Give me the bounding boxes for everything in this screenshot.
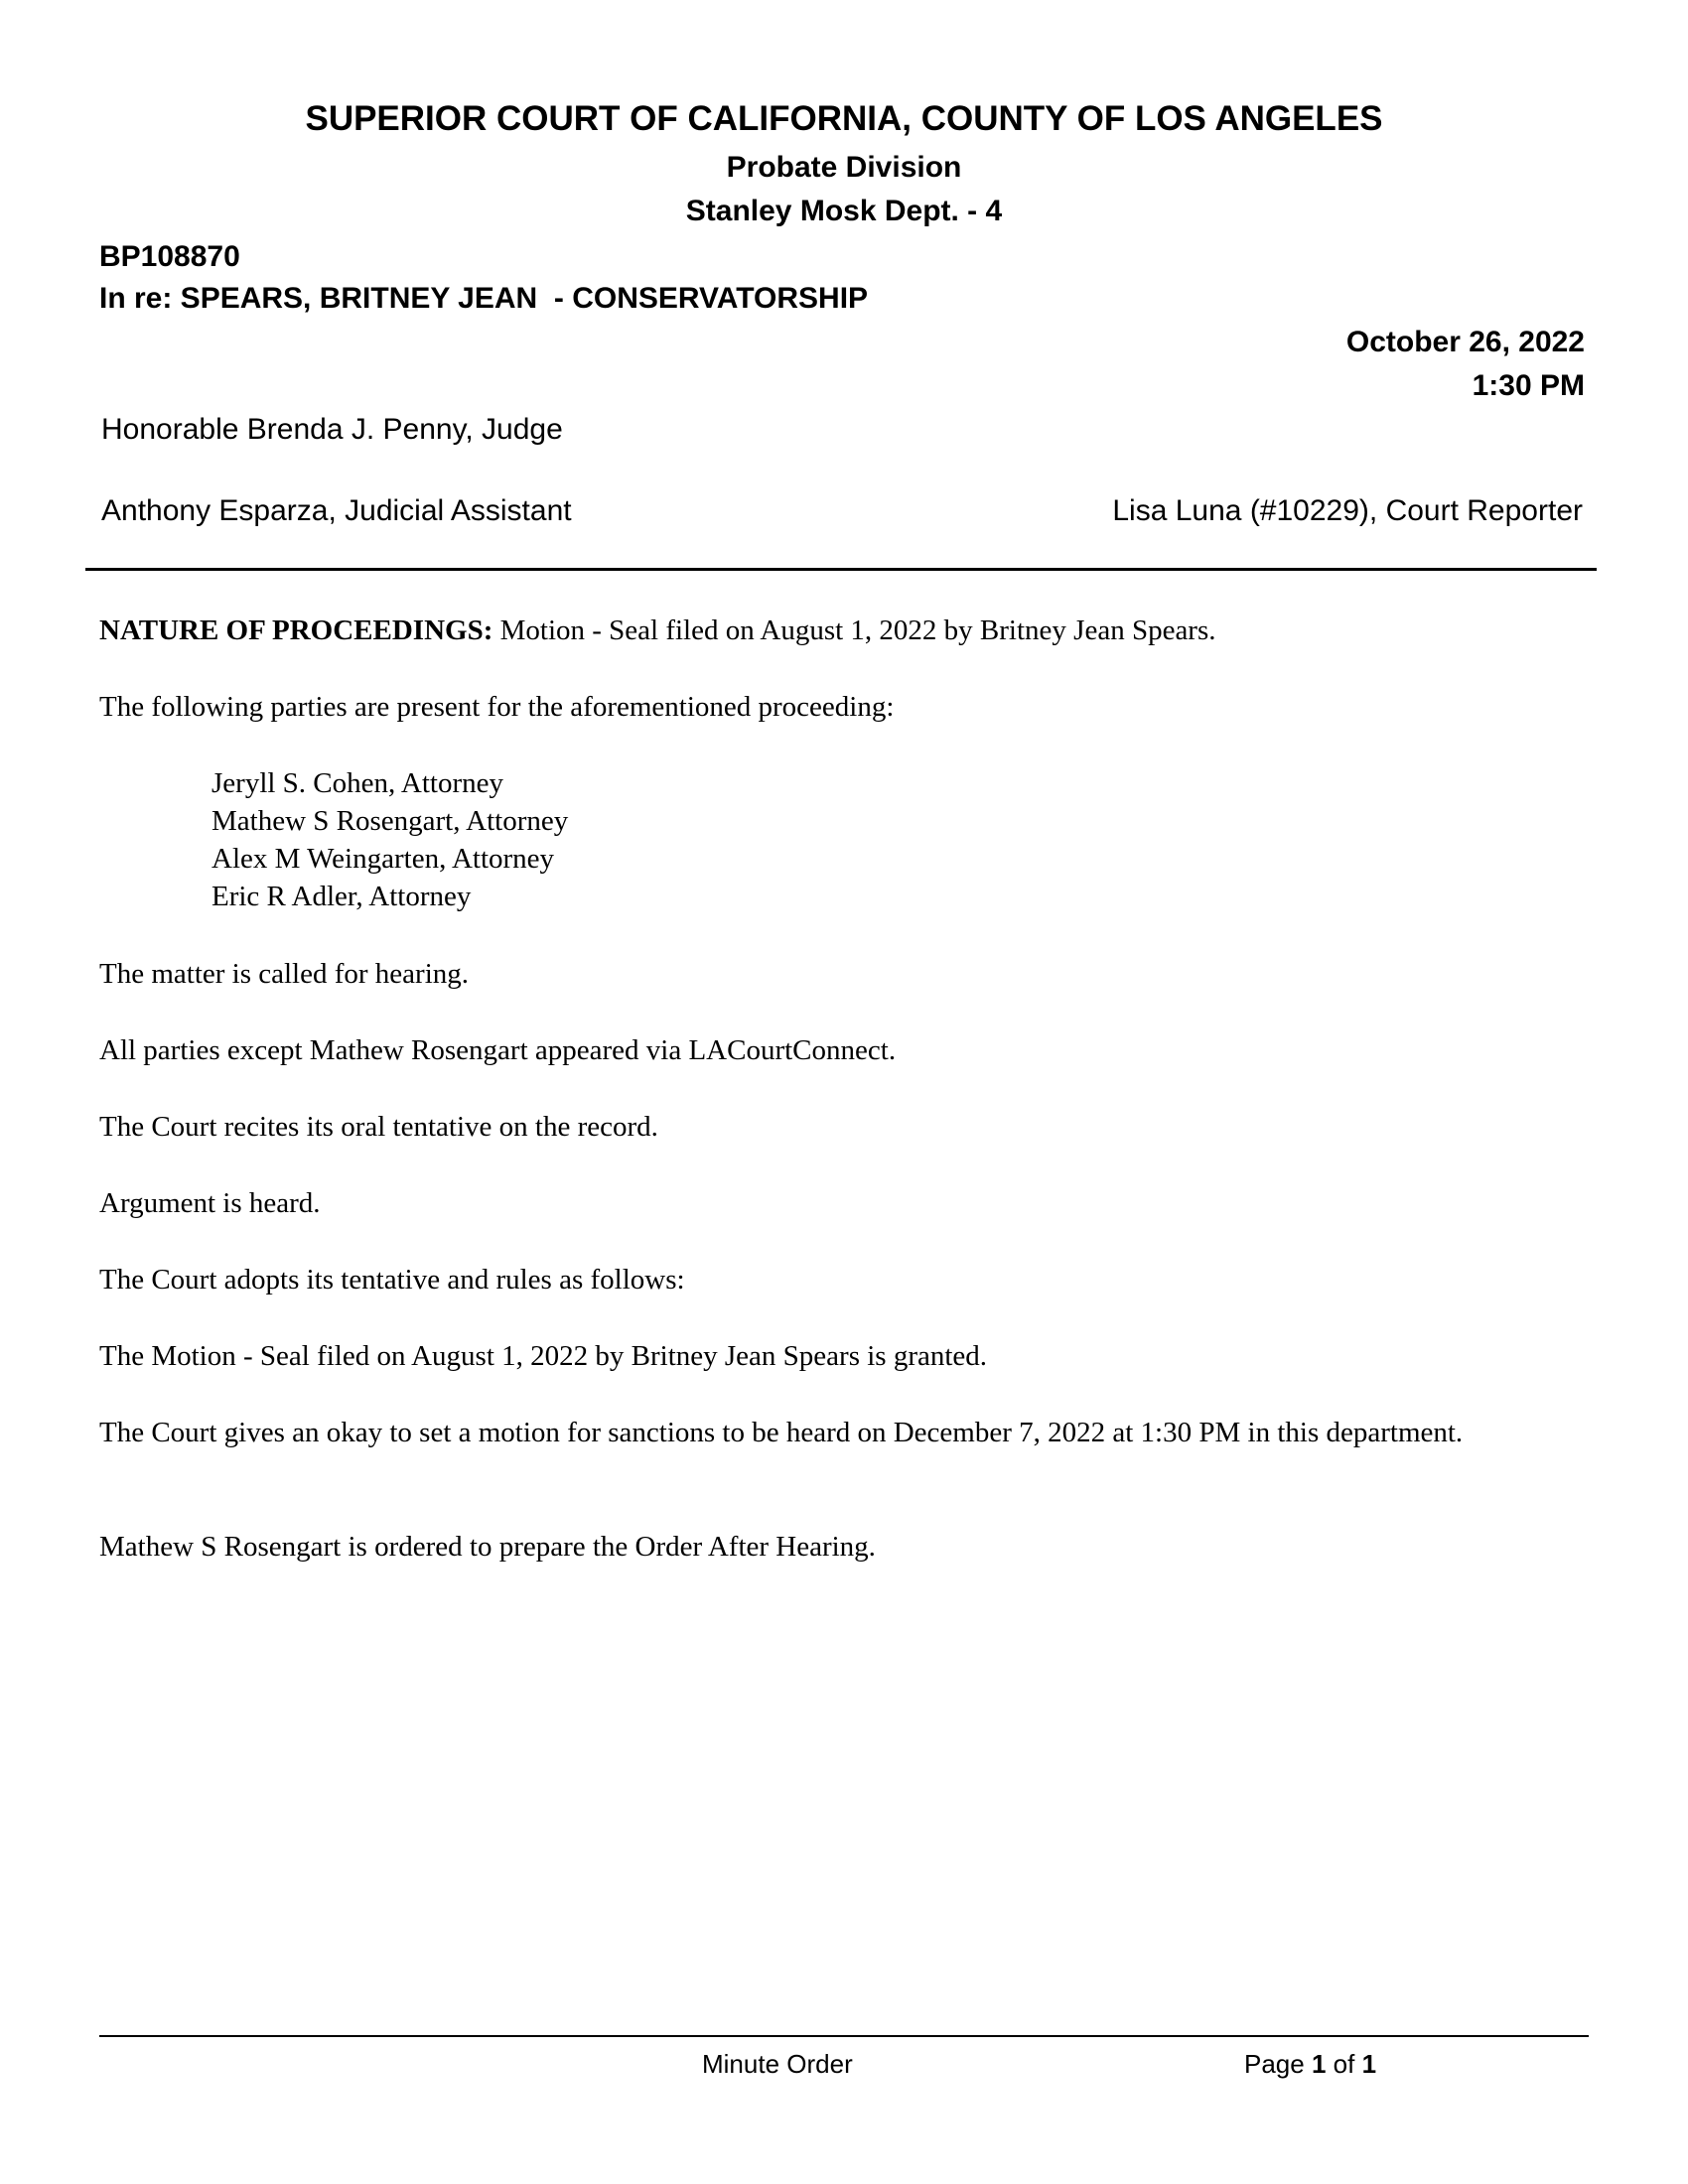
nature-text: Motion - Seal filed on August 1, 2022 by Britney Jean Spears. (492, 614, 1216, 646)
attorney-item: Alex M Weingarten, Attorney (211, 843, 555, 875)
nature-of-proceedings (99, 612, 1509, 649)
attorney-item: Mathew S Rosengart, Attorney (211, 805, 569, 837)
footer-document-title: Minute Order (702, 2049, 853, 2079)
division-name: Probate Division (726, 151, 962, 184)
department-name: Stanley Mosk Dept. - 4 (685, 195, 1003, 227)
footer-divider (99, 2035, 1589, 2037)
page-number (1244, 2049, 1376, 2080)
page-word: Page (1244, 2049, 1312, 2079)
case-title: In re: SPEARS, BRITNEY JEAN - CONSERVATORSHIP (99, 282, 869, 315)
sanctions-paragraph: The Court gives an okay to set a motion for sanctions to be heard on December 7, 2022 at 1:30 PM in this department. (99, 1417, 1464, 1448)
page-current: 1 (1311, 2049, 1327, 2079)
ruling-intro-paragraph: The Court adopts its tentative and rules as follows: (99, 1264, 685, 1296)
header-divider (85, 568, 1597, 571)
motion-granted-paragraph: The Motion - Seal filed on August 1, 2022 by Britney Jean Spears is granted. (99, 1340, 988, 1372)
attorney-item: Eric R Adler, Attorney (211, 881, 472, 912)
judicial-assistant: Anthony Esparza, Judicial Assistant (101, 494, 572, 527)
court-reporter: Lisa Luna (#10229), Court Reporter (1112, 494, 1583, 527)
attorney-item: Jeryll S. Cohen, Attorney (211, 767, 504, 799)
nature-label: NATURE OF PROCEEDINGS: (99, 614, 493, 646)
argument-paragraph: Argument is heard. (99, 1187, 321, 1219)
page-of: of (1326, 2049, 1362, 2079)
judge-name: Honorable Brenda J. Penny, Judge (101, 413, 563, 446)
appearance-paragraph: All parties except Mathew Rosengart appeared via LACourtConnect. (99, 1034, 897, 1066)
hearing-time: 1:30 PM (1472, 369, 1585, 402)
parties-intro: The following parties are present for the aforementioned proceeding: (99, 691, 895, 723)
page-total: 1 (1361, 2049, 1377, 2079)
hearing-date: October 26, 2022 (1345, 326, 1585, 358)
court-name: SUPERIOR COURT OF CALIFORNIA, COUNTY OF LOS ANGELES (305, 99, 1383, 138)
order-after-hearing-paragraph: Mathew S Rosengart is ordered to prepare the Order After Hearing. (99, 1531, 876, 1563)
case-number: BP108870 (99, 240, 240, 273)
matter-called-paragraph: The matter is called for hearing. (99, 958, 470, 990)
attorney-list (211, 764, 568, 915)
tentative-recited-paragraph: The Court recites its oral tentative on the record. (99, 1111, 658, 1143)
